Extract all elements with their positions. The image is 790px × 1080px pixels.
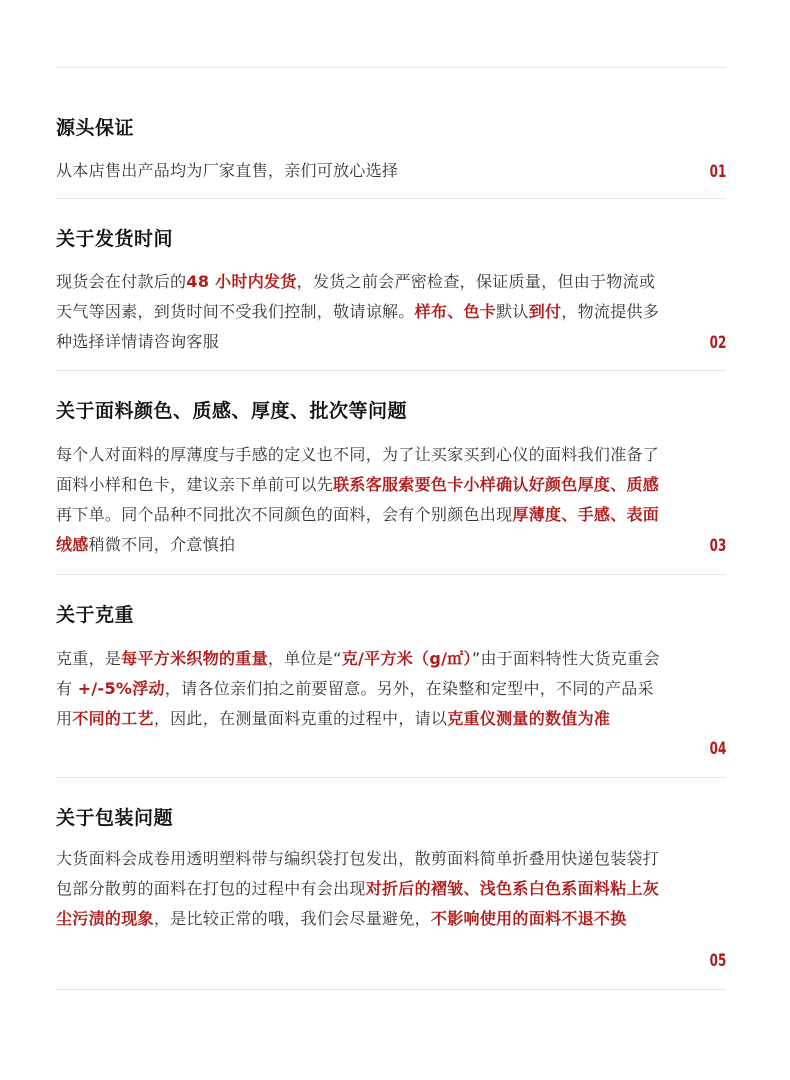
section-number: 02 <box>709 333 726 353</box>
section-number: 03 <box>709 536 726 556</box>
section-body <box>56 267 660 357</box>
notice-page <box>56 67 726 990</box>
body-text: 再下单。同个品种不同批次不同颜色的面料，会有个别颜色出现 <box>56 505 513 524</box>
body-text: 每个人对面料的厚薄度与手感的定义也不同，为了让买家买到心仪的面料我们准备了面料小样和色卡，建议亲下单前可以先 <box>56 445 660 494</box>
highlighted-text: 到付 <box>528 302 562 321</box>
body-text: 大货面料会成卷用透明塑料带与编织袋打包发出，散剪面料简单折叠用快递包装袋打包部分散剪的面料在打包的过程中有会出现 <box>56 849 660 898</box>
body-text: ，单位是“ <box>267 649 342 668</box>
section-title: 关于包装问题 <box>56 807 174 829</box>
body-text: 稍微不同，介意慎拍 <box>88 535 236 554</box>
body-text: ，发货之前会严密检查，保证质量，但由于物流或天气等因素，到货时间不受我们控制，敬请谅解。 <box>56 272 656 321</box>
section-fabric-quality <box>56 371 726 575</box>
section-title: 源头保证 <box>56 117 135 139</box>
body-text: 默认 <box>496 302 529 321</box>
highlighted-text: 克/平方米（g/㎡） <box>341 649 472 668</box>
highlighted-text: 克重仪测量的数值为准 <box>447 709 611 728</box>
body-text: ，是比较正常的哦，我们会尽量避免， <box>153 909 431 928</box>
highlighted-text: 样布、色卡 <box>414 302 497 321</box>
section-gram-weight <box>56 575 726 778</box>
body-text: ，因此，在测量面料克重的过程中，请以 <box>153 709 448 728</box>
body-text: 从本店售出产品均为厂家直售，亲们可放心选择 <box>56 161 399 180</box>
highlighted-text: 对折后的褶皱、浅色系白色系面料粘上灰尘污渍的现象 <box>56 879 660 928</box>
section-number: 01 <box>709 162 726 182</box>
body-text: 现货会在付款后的 <box>56 272 187 291</box>
highlighted-text: 不影响使用的面料不退不换 <box>430 909 627 928</box>
section-packaging <box>56 778 726 990</box>
highlighted-text: +/-5%浮动 <box>77 679 165 698</box>
highlighted-text: 不同的工艺 <box>72 709 154 728</box>
section-shipping-time <box>56 199 726 371</box>
section-body <box>56 156 660 186</box>
section-number: 05 <box>709 951 726 971</box>
section-title: 关于发货时间 <box>56 228 174 250</box>
section-body <box>56 440 660 560</box>
section-number: 04 <box>709 739 726 759</box>
body-text: ，请各位亲们拍之前要留意。另外，在染整和定型中，不同的产品采用 <box>56 679 654 728</box>
body-text: ，物流提供多种选择详情请咨询客服 <box>56 302 660 351</box>
body-text: 克重，是 <box>56 649 122 668</box>
section-title: 关于克重 <box>56 604 135 626</box>
highlighted-text: 每平方米织物的重量 <box>121 649 268 668</box>
highlighted-text: 厚薄度、手感、表面绒感 <box>56 505 660 554</box>
section-body <box>56 644 660 734</box>
section-body <box>56 844 660 934</box>
section-title: 关于面料颜色、质感、厚度、批次等问题 <box>56 400 408 422</box>
body-text: ”由于面料特性大货克重会有 <box>56 649 660 698</box>
highlighted-text: 联系客服索要色卡小样确认好颜色厚度、质感 <box>333 475 660 494</box>
highlighted-text: 48 小时内发货 <box>186 272 297 291</box>
section-source-guarantee <box>56 68 726 199</box>
